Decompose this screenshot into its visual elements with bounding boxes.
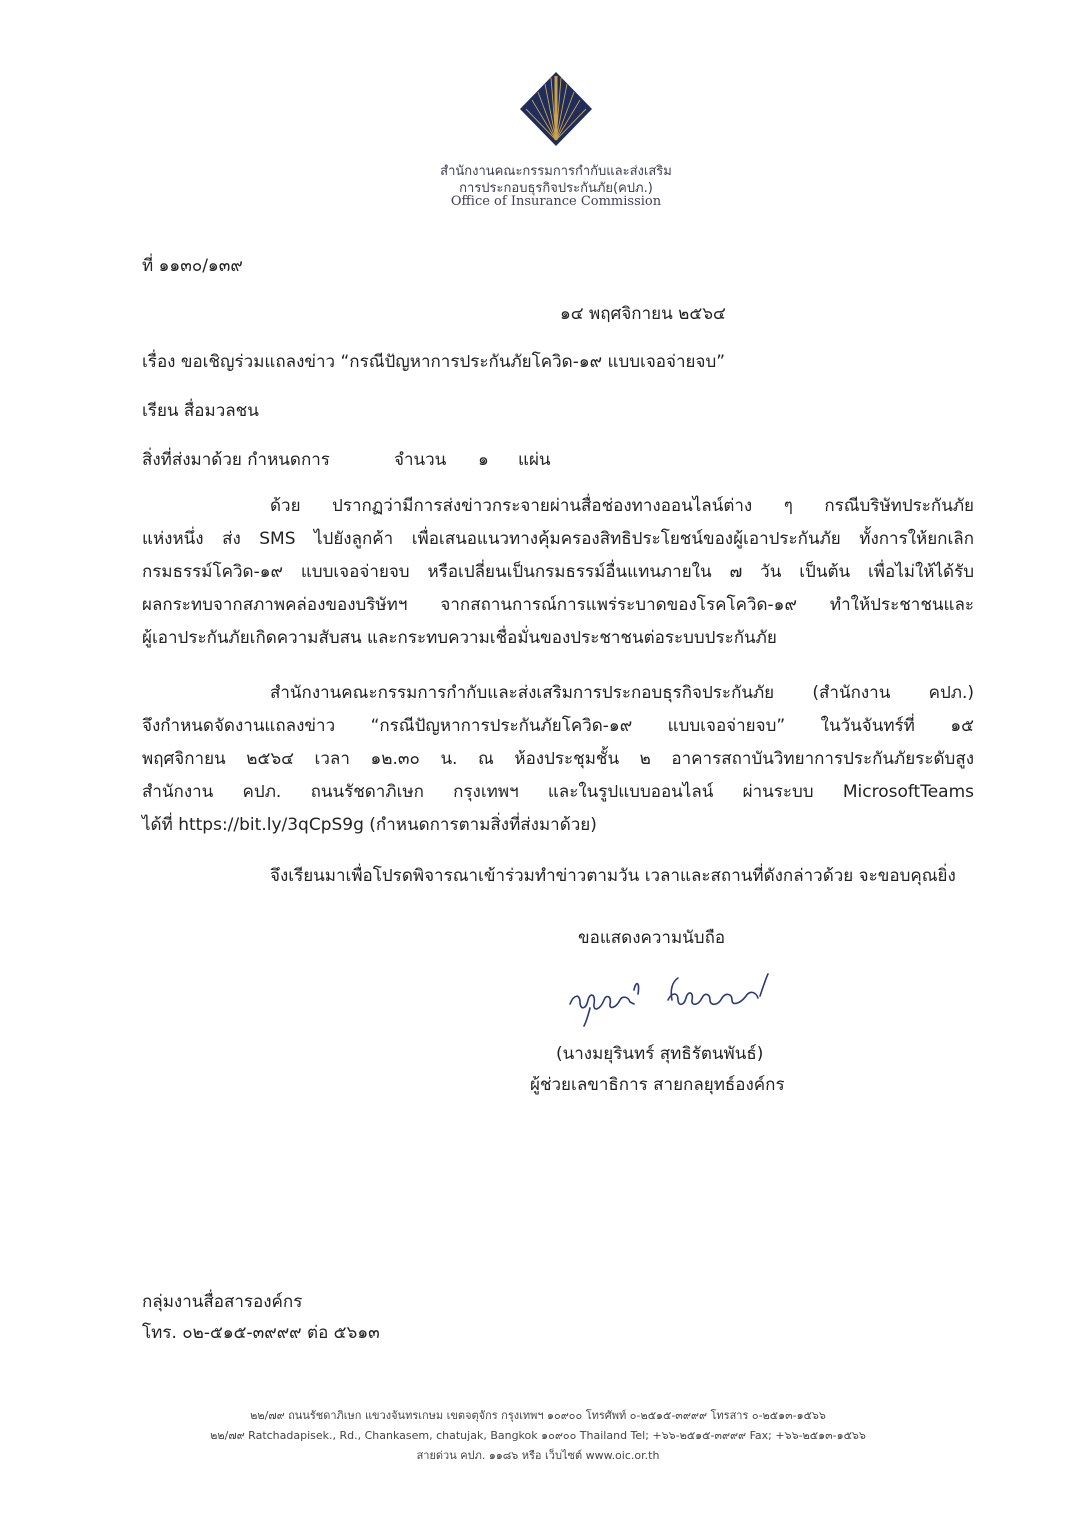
paragraph-line: พฤศจิกายน ๒๕๖๔ เวลา ๑๒.๓๐ น. ณ ห้องประชุมชั้น ๒ อาคารสถาบันวิทยาการประกันภัยระดับสูง [142,749,974,769]
subject-line: เรื่อง ขอเชิญร่วมแถลงข่าว “กรณีปัญหาการประกันภัยโควิด-๑๙ แบบเจอจ่ายจบ” [142,352,726,372]
paragraph-line: สำนักงาน คปภ. ถนนรัชดาภิเษก กรุงเทพฯ และในรูปแบบออนไลน์ ผ่านระบบ MicrosoftTeams [142,782,974,802]
paragraph-line: แห่งหนึ่ง ส่ง SMS ไปยังลูกค้า เพื่อเสนอแนวทางคุ้มครองสิทธิประโยชน์ของผู้เอาประกันภัย ทั้งการให้ยกเลิก [142,529,974,549]
paragraph-line: ได้ที่ https://bit.ly/3qCpS9g (กำหนดการตามสิ่งที่ส่งมาด้วย) [142,815,597,835]
org-name-th-line1: สำนักงานคณะกรรมการกำกับและส่งเสริม [440,164,672,179]
body-paragraph-2 [142,677,974,842]
recipient-line: เรียน สื่อมวลชน [142,401,259,421]
footer-address-th: ๒๒/๗๙ ถนนรัชดาภิเษก แขวงจันทรเกษม เขตจตุจักร กรุงเทพฯ ๑๐๙๐๐ โทรศัพท์ ๐-๒๕๑๕-๓๙๙๙ โทรสาร ๐-๒๕๑๓-๑๕๖๖ [250,1409,826,1422]
paragraph-line: จึงกำหนดจัดงานแถลงข่าว “กรณีปัญหาการประกันภัยโควิด-๑๙ แบบเจอจ่ายจบ” ในวันจันทร์ที่ ๑๕ [142,716,974,736]
reference-number: ที่ ๑๑๓๐/๑๓๙ [142,256,243,276]
oic-logo-icon [518,70,594,148]
footer-hotline: สายด่วน คปภ. ๑๑๘๖ หรือ เว็บไซต์ www.oic.or.th [416,1449,660,1462]
enclosure-unit: แผ่น [518,450,551,470]
paragraph-line: ด้วย ปรากฏว่ามีการส่งข่าวกระจายผ่านสื่อช่องทางออนไลน์ต่าง ๆ กรณีบริษัทประกันภัย [270,496,974,516]
paragraph-line: สำนักงานคณะกรรมการกำกับและส่งเสริมการประกอบธุรกิจประกันภัย (สำนักงาน คปภ.) [270,683,974,703]
footer-address-en: ๒๒/๗๙ Ratchadapisek., Rd., Chankasem, chatujak, Bangkok ๑๐๙๐๐ Thailand Tel; +๖๖-๒๕๑๕-๓๙๙๙ Fax; +๖๖-๒๕๑๓-๑๕๖๖ [210,1429,866,1442]
department-phone: โทร. ๐๒-๕๑๕-๓๙๙๙ ต่อ ๕๖๑๓ [142,1323,380,1343]
letter-date: ๑๔ พฤศจิกายน ๒๕๖๔ [560,304,726,324]
closing-request: จึงเรียนมาเพื่อโปรดพิจารณาเข้าร่วมทำข่าวตามวัน เวลาและสถานที่ดังกล่าวด้วย จะขอบคุณยิ่ง [270,866,956,886]
handwritten-signature [560,970,780,1030]
signatory-position: ผู้ช่วยเลขาธิการ สายกลยุทธ์องค์กร [530,1075,785,1095]
body-paragraph-1 [142,490,974,655]
sign-off: ขอแสดงความนับถือ [578,928,726,948]
paragraph-line: กรมธรรม์โควิด-๑๙ แบบเจอจ่ายจบ หรือเปลี่ยนเป็นกรมธรรม์อื่นแทนภายใน ๗ วัน เป็นต้น เพื่อไม่ให้ได้รับ [142,562,974,582]
org-name-en: Office of Insurance Commission [450,194,662,209]
department-name: กลุ่มงานสื่อสารองค์กร [142,1292,303,1312]
enclosure-count-label: จำนวน [394,450,447,470]
signatory-name: (นางมยุรินทร์ สุทธิรัตนพันธ์) [556,1044,764,1064]
enclosure-count: ๑ [478,450,489,470]
enclosure-label: สิ่งที่ส่งมาด้วย กำหนดการ [142,450,330,470]
org-name-th-line2: การประกอบธุรกิจประกันภัย(คปภ.) [459,181,653,196]
paragraph-line: ผลกระทบจากสภาพคล่องของบริษัทฯ จากสถานการณ์การแพร่ระบาดของโรคโควิด-๑๙ ทำให้ประชาชนและ [142,595,974,615]
paragraph-line: ผู้เอาประกันภัยเกิดความสับสน และกระทบความเชื่อมั่นของประชาชนต่อระบบประกันภัย [142,628,777,648]
